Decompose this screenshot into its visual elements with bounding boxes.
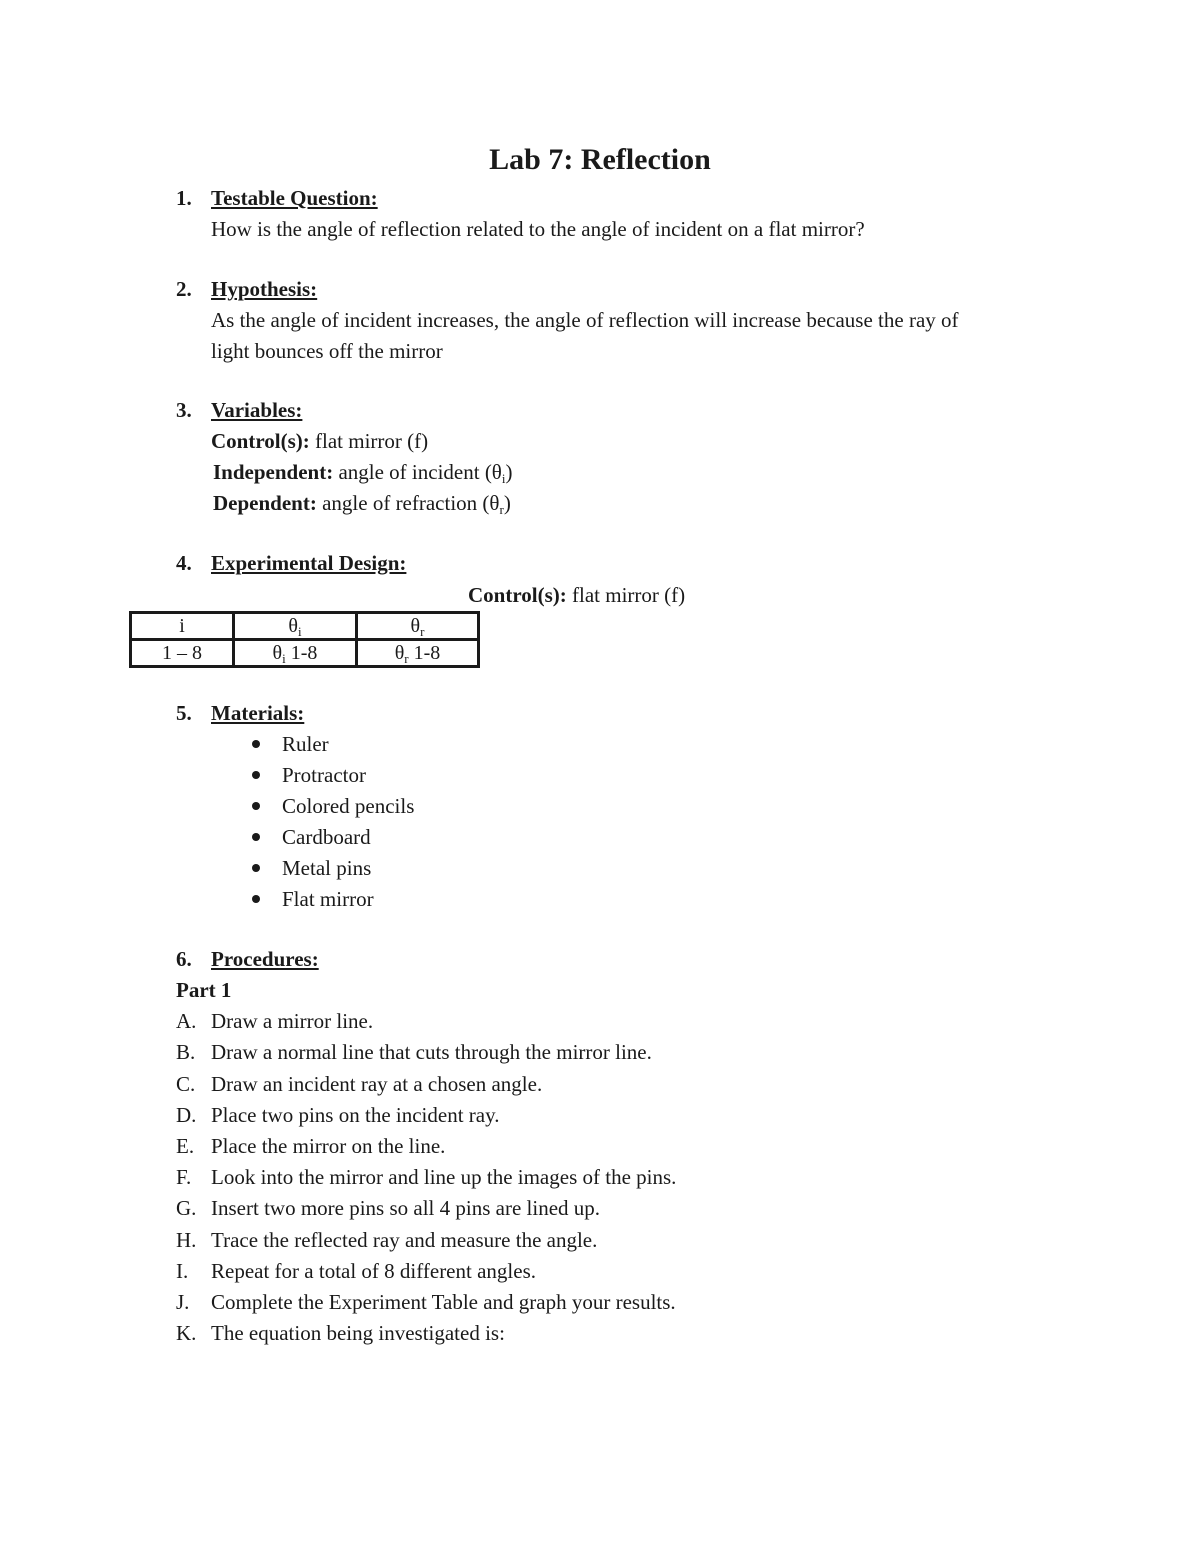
table-cell-theta-r-range: $\theta_r$ 1-8 (357, 640, 479, 667)
section-5-heading: Materials: (211, 701, 305, 725)
procedure-step-text: Trace the reflected ray and measure the angle. (211, 1228, 598, 1252)
section-2-number: 2. (176, 277, 192, 301)
table-cell-i-range: 1 – 8 (131, 640, 234, 667)
procedure-step-letter: F. (176, 1165, 192, 1189)
procedure-step-letter: K. (176, 1321, 197, 1345)
procedure-step-text: Draw a mirror line. (211, 1009, 374, 1033)
variable-dependent-close: ) (503, 491, 511, 515)
material-item: Colored pencils (282, 794, 415, 818)
variable-independent-value: angle of incident (θ (333, 460, 502, 484)
material-item: Protractor (282, 763, 366, 787)
section-3-heading: Variables: (211, 398, 303, 422)
bullet-icon (252, 895, 260, 903)
variable-independent-subscript: i (501, 471, 506, 486)
procedure-step-text: Draw a normal line that cuts through the mirror line. (211, 1040, 652, 1064)
bullet-icon (252, 802, 260, 810)
procedure-step-letter: A. (176, 1009, 197, 1033)
procedure-step-text: The equation being investigated is: (211, 1321, 505, 1345)
section-6-heading: Procedures: (211, 947, 319, 971)
material-item: Metal pins (282, 856, 372, 880)
variable-dependent-label: Dependent: (213, 491, 317, 515)
table-header-row (131, 613, 479, 640)
variable-independent-close: ) (505, 460, 513, 484)
procedure-step-text: Draw an incident ray at a chosen angle. (211, 1072, 543, 1096)
procedure-step-text: Insert two more pins so all 4 pins are lined up. (211, 1196, 601, 1220)
bullet-icon (252, 864, 260, 872)
table-header-cell-theta-r: $\theta_r$ (357, 613, 479, 640)
section-3-number: 3. (176, 398, 192, 422)
section-4-heading: Experimental Design: (211, 551, 407, 575)
material-item: Flat mirror (282, 887, 374, 911)
procedure-part-label: Part 1 (176, 978, 232, 1002)
hypothesis-text-line-2: light bounces off the mirror (211, 339, 443, 363)
procedure-step-text: Place the mirror on the line. (211, 1134, 446, 1158)
procedure-step-text: Place two pins on the incident ray. (211, 1103, 500, 1127)
design-control-value: flat mirror (f) (566, 583, 686, 607)
variable-independent (213, 459, 513, 485)
variable-control (211, 428, 428, 454)
procedure-step-text: Complete the Experiment Table and graph your results. (211, 1290, 676, 1314)
variable-independent-label: Independent: (213, 460, 334, 484)
procedure-step-text: Repeat for a total of 8 different angles. (211, 1259, 536, 1283)
section-6-number: 6. (176, 947, 192, 971)
table-header-cell-theta-i: $\theta_i$ (234, 613, 357, 640)
procedure-step-letter: J. (176, 1290, 190, 1314)
section-1-number: 1. (176, 186, 192, 210)
section-5-number: 5. (176, 701, 192, 725)
procedure-step-letter: E. (176, 1134, 195, 1158)
bullet-icon (252, 740, 260, 748)
design-control-label: Control(s): (468, 583, 567, 607)
variable-control-label: Control(s): (211, 429, 310, 453)
procedure-step-text: Look into the mirror and line up the images of the pins. (211, 1165, 677, 1189)
variable-control-value: flat mirror (f) (309, 429, 429, 453)
procedure-step-letter: G. (176, 1196, 197, 1220)
table-row (131, 640, 479, 667)
design-control (468, 582, 685, 608)
variable-dependent-subscript: r (499, 502, 504, 517)
procedure-step-letter: C. (176, 1072, 196, 1096)
bullet-icon (252, 771, 260, 779)
bullet-icon (252, 833, 260, 841)
hypothesis-text-line-1: As the angle of incident increases, the angle of reflection will increase because the ray of (211, 308, 959, 332)
section-4-number: 4. (176, 551, 192, 575)
procedure-step-letter: D. (176, 1103, 197, 1127)
material-item: Ruler (282, 732, 329, 756)
variable-dependent (213, 490, 511, 516)
experimental-design-table (129, 611, 480, 668)
table-header-cell-i: i (131, 613, 234, 640)
section-2-heading: Hypothesis: (211, 277, 318, 301)
page-title: Lab 7: Reflection (489, 143, 711, 176)
procedure-step-letter: H. (176, 1228, 197, 1252)
procedure-step-letter: B. (176, 1040, 196, 1064)
table-cell-theta-i-range: $\theta_i$ 1-8 (234, 640, 357, 667)
material-item: Cardboard (282, 825, 371, 849)
procedure-step-letter: I. (176, 1259, 189, 1283)
variable-dependent-value: angle of refraction (θ (316, 491, 500, 515)
testable-question-text: How is the angle of reflection related to the angle of incident on a flat mirror? (211, 217, 865, 241)
section-1-heading: Testable Question: (211, 186, 378, 210)
